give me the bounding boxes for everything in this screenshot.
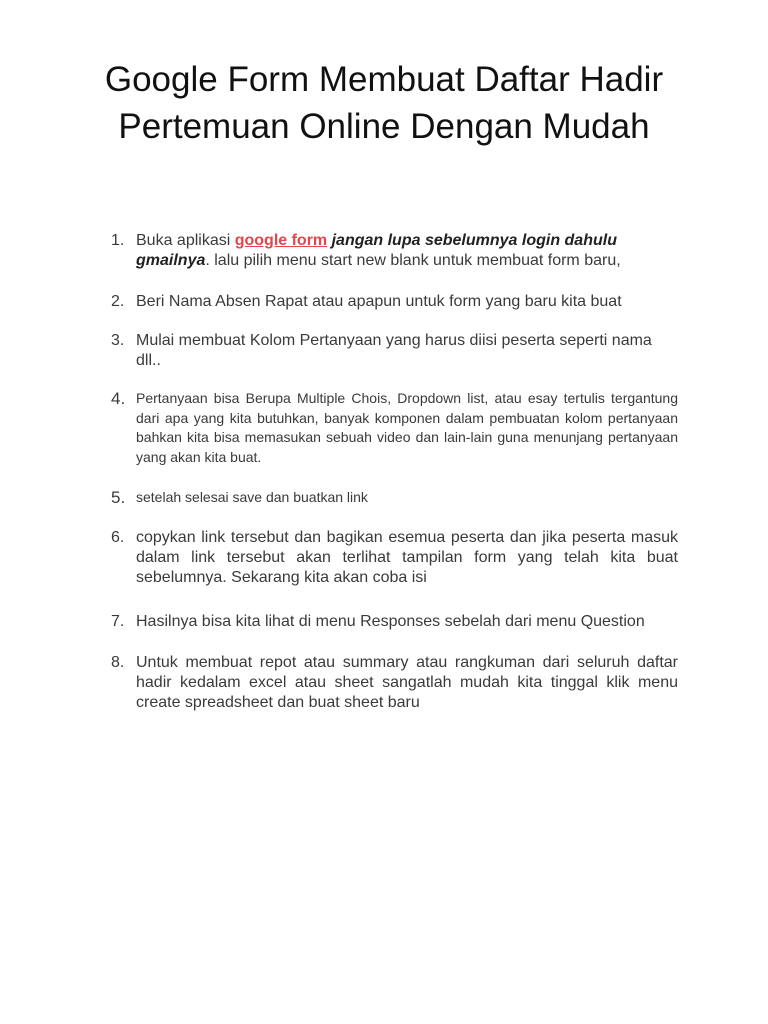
- item-text-post: . lalu pilih menu start new blank untuk membuat form baru,: [205, 252, 621, 269]
- item-text-emphasis: jangan lupa sebelumnya login dahulu gmailnya: [136, 232, 617, 269]
- item-number: 2.: [111, 293, 125, 310]
- item-text: Beri Nama Absen Rapat atau apapun untuk form yang baru kita buat: [136, 293, 622, 310]
- item-text: Untuk membuat repot atau summary atau rangkuman dari seluruh daftar hadir kedalam excel atau sheet sangatlah mudah kita tinggal klik menu create spreadsheet dan buat sheet baru: [136, 654, 678, 711]
- item-number: 3.: [111, 332, 125, 349]
- item-text: Mulai membuat Kolom Pertanyaan yang harus diisi peserta seperti nama dll..: [136, 332, 652, 369]
- item-number: 7.: [111, 613, 125, 630]
- item-number: 5.: [111, 488, 126, 507]
- google-form-link[interactable]: google form: [234, 232, 328, 249]
- item-text-pre: Buka aplikasi: [136, 232, 235, 249]
- item-text: copykan link tersebut dan bagikan esemua peserta dan jika peserta masuk dalam link tersebut akan terlihat tampilan form yang telah kita buat sebelumnya. Sekarang kita akan coba isi: [136, 529, 678, 586]
- item-text: setelah selesai save dan buatkan link: [136, 489, 368, 505]
- item-text: Pertanyaan bisa Berupa Multiple Chois, Dropdown list, atau esay tertulis tergantung dari apa yang kita butuhkan, banyak komponen dalam pembuatan kolom pertanyaan bahkan kita bisa memasukan sebuah video dan lain-lain guna menunjang pertanyaan yang akan kita buat.: [136, 390, 678, 465]
- item-number: 4.: [111, 389, 126, 408]
- page-title: Google Form Membuat Daftar Hadir Pertemuan Online Dengan Mudah: [104, 60, 664, 146]
- item-text: Hasilnya bisa kita lihat di menu Responses sebelah dari menu Question: [136, 613, 645, 630]
- item-number: 1.: [111, 232, 125, 249]
- item-number: 6.: [111, 529, 125, 546]
- item-text: [136, 231, 678, 271]
- item-number: 8.: [111, 654, 125, 671]
